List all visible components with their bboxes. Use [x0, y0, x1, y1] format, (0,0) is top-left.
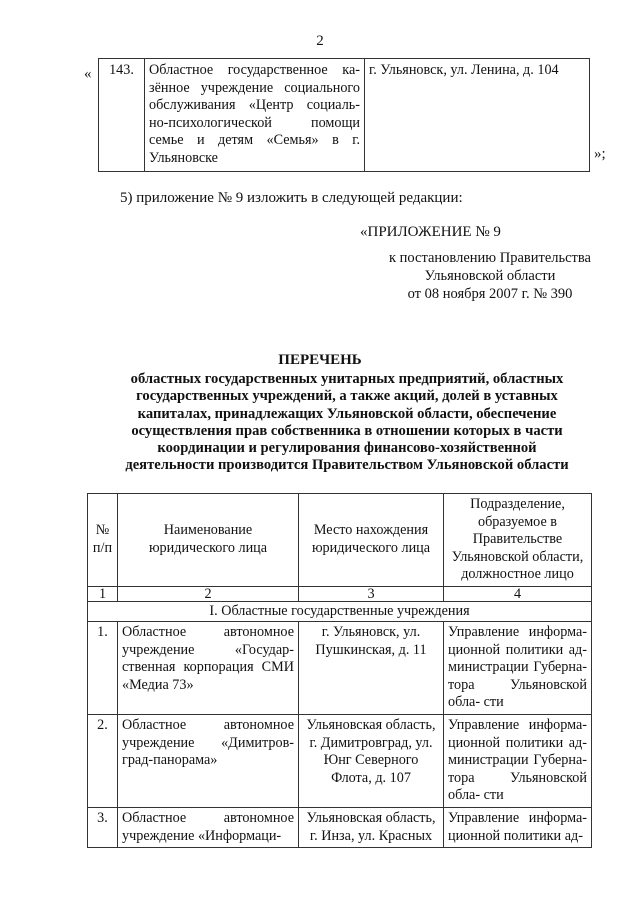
- decree-line: от 08 ноября 2007 г. № 390: [407, 286, 573, 302]
- column-index-row: [88, 586, 592, 601]
- decree-reference: [360, 249, 620, 303]
- organization-location: Ульяновская область, г. Димитровград, ул. Юнг Северного Флота, д. 107: [299, 714, 444, 807]
- section-row: [88, 601, 592, 621]
- table-row: [88, 714, 592, 807]
- table-row: [99, 59, 590, 172]
- opening-quote: «: [84, 66, 92, 82]
- table-row: [88, 807, 592, 847]
- column-index: 4: [444, 586, 592, 601]
- header-division: Подразделение, образуемое в Правительстве Ульяновской области, должностное лицо: [444, 494, 592, 587]
- table-row: [88, 621, 592, 714]
- row-number: 3.: [88, 807, 118, 847]
- responsible-division: Управление информа- ционной политики ад-: [444, 807, 592, 847]
- closing-quote: »;: [594, 146, 606, 162]
- responsible-division: Управление информа- ционной политики ад- министрации Губерна- тора Ульяновской обла- сти: [444, 714, 592, 807]
- column-index: 2: [118, 586, 299, 601]
- header-name: Наименование юридического лица: [118, 494, 299, 587]
- organization-location: г. Ульяновск, ул. Пушкинская, д. 11: [299, 621, 444, 714]
- list-title: ПЕРЕЧЕНЬ: [278, 352, 362, 368]
- header-row: [88, 494, 592, 587]
- appendix-title: «ПРИЛОЖЕНИЕ № 9: [360, 224, 501, 240]
- responsible-division: Управление информа- ционной политики ад- министрации Губерна- тора Ульяновской обла- сти: [444, 621, 592, 714]
- section-title: I. Областные государственные учреждения: [88, 601, 592, 621]
- column-index: 3: [299, 586, 444, 601]
- row-number: 2.: [88, 714, 118, 807]
- organization-address: г. Ульяновск, ул. Ленина, д. 104: [365, 59, 590, 172]
- organization-name: Областное государственное ка- зённое учреждение социального обслуживания «Центр социаль- но-психологической помощи семье и детям «Семья» в г. Ульяновске: [145, 59, 365, 172]
- column-index: 1: [88, 586, 118, 601]
- page-number: 2: [316, 33, 324, 49]
- organization-name: Областное автономное учреждение «Димитров- град-панорама»: [118, 714, 299, 807]
- organizations-table: [87, 493, 592, 848]
- header-number: № п/п: [88, 494, 118, 587]
- previous-appendix-table: [98, 58, 590, 172]
- list-subtitle: областных государственных унитарных предприятий, областных государственных учреждений, а также акций, долей в уставных капиталах, принадлежащих Ульяновской области, обеспечение осуществления прав собственника в отношении которых в части координации и регулирования финансово-хозяйственной деятельности производится Правительством Ульяновской области: [125, 371, 569, 474]
- amendment-item-5: 5) приложение № 9 изложить в следующей редакции:: [120, 190, 463, 206]
- header-location: Место нахождения юридического лица: [299, 494, 444, 587]
- decree-line: к постановлению Правительства: [389, 250, 591, 266]
- organization-location: Ульяновская область, г. Инза, ул. Красных: [299, 807, 444, 847]
- decree-line: Ульяновской области: [424, 268, 556, 284]
- organization-name: Областное автономное учреждение «Информаци-: [118, 807, 299, 847]
- row-number: 143.: [99, 59, 145, 172]
- organization-name: Областное автономное учреждение «Государ- ственная корпорация СМИ «Медиа 73»: [118, 621, 299, 714]
- row-number: 1.: [88, 621, 118, 714]
